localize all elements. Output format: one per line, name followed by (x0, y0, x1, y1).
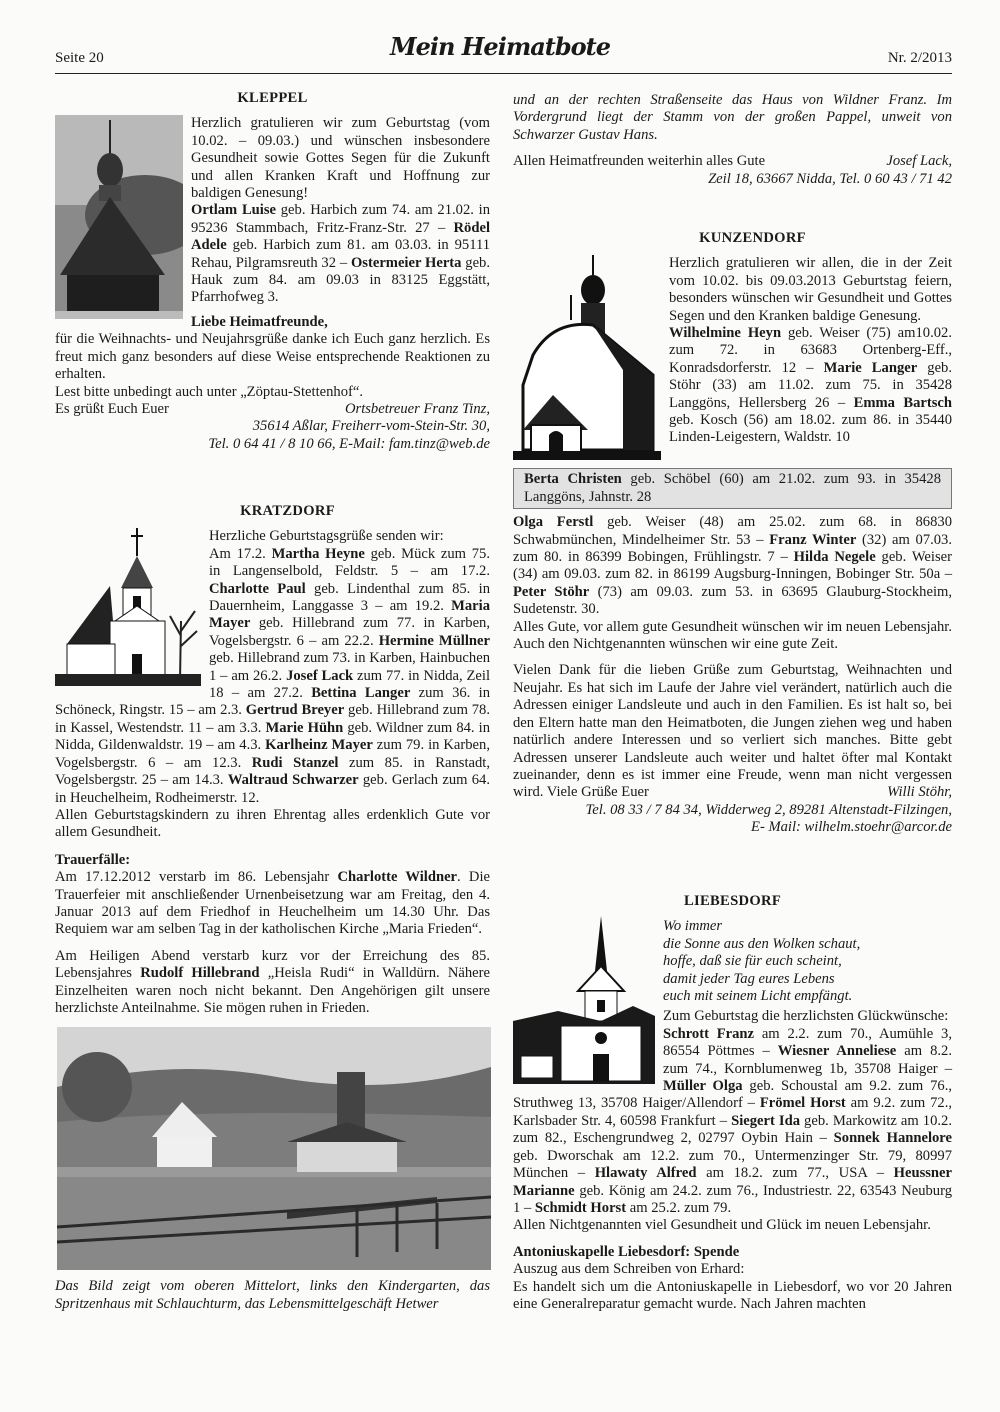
person-name: Wiesner Anneliese (777, 1043, 897, 1060)
text-run: zum 79. in Karben, Vogelsbergstr. 6 – am 12.3. (55, 737, 490, 771)
kleppel-intro: Herzlich gratulieren wir zum Geburtstag (vom 10.02. – 09.03.) und wünschen insbesondere Gesundheit sowie Gottes Segen für die Zukunft und allen Kranken Kraft und Hoffnung zur baldigen Genesung! (191, 115, 490, 202)
person-name: Sonnek Hannelore (833, 1130, 952, 1147)
signature-address: 35614 Aßlar, Freiherr-vom-Stein-Str. 30, (252, 418, 490, 435)
text-run: . Die Trauerfeier mit anschließender Urnenbeisetzung war am Freitag, den 4. Januar 2013 auf dem Friedhof in Heuchelheim um 14.30 Uhr. Das Requiem war am selben Tag in der katholischen Kirche „Maria Frieden“. (55, 869, 490, 938)
thanks-text (513, 662, 952, 801)
text-run: geb. Markowitz am 10.2. zum 82., Eschengrundweg 2, 02797 Oybin Hain – (513, 1112, 952, 1147)
person-name: Hlawaty Alfred (594, 1165, 697, 1182)
signature-contact[interactable]: Tel. 0 64 41 / 8 10 66, E-Mail: fam.tinz@web.de (208, 435, 490, 452)
poem-line: damit jeder Tag eures Lebens (663, 970, 835, 987)
person-name: Charlotte Wildner (337, 869, 458, 886)
text-run: Am 17.12.2012 verstarb im 86. Lebensjahr (55, 869, 338, 886)
church-drawing (55, 526, 201, 686)
text-run: zum 36. in Schöneck, Ringstr. 15 – am 2.3. (55, 685, 490, 719)
person-name: Ostermeier Herta (350, 254, 462, 271)
header-divider (55, 73, 952, 74)
poem-line: die Sonne aus den Wolken schaut, (663, 935, 861, 952)
kratzdorf-intro: Herzliche Geburtstagsgrüße senden wir: (209, 528, 444, 545)
text-run: geb. Gerlach zum 64. in Heuchelheim, Rodheimerstr. 12. (55, 772, 490, 806)
section-kunzendorf (513, 230, 952, 837)
photo-caption: Das Bild zeigt vom oberen Mittelort, links den Kindergarten, das Spritzenhaus mit Schlauchturm, das Lebensmittelgeschäft Hetwer (55, 1278, 490, 1312)
person-name: Schmidt Horst (534, 1199, 627, 1216)
page-number: Seite 20 (55, 50, 104, 66)
signature-name: Ortsbetreuer Franz Tinz, (344, 400, 490, 417)
text-run: am 2.2. zum 70., Aumühle 3, 86554 Pöttmes – (663, 1025, 952, 1060)
greeting-text: für die Weihnachts- und Neujahrsgrüße danke ich Euch ganz herzlich. Es freut mich ganz besonders auf diese Weise entsprechende Reaktionen zu erhalten. (55, 331, 490, 383)
person-name: Rudi Stanzel (251, 754, 339, 771)
person-name: Siegert Ida (731, 1112, 800, 1129)
text-run: am 25.2. zum 79. (626, 1199, 732, 1216)
person-name: Rudolf Hillebrand (140, 965, 260, 982)
section-title: KLEPPEL (237, 90, 308, 106)
text-run: geb. Kosch (56) am 18.02. zum 86. in 35440 Linden-Leigestern, Waldstr. 10 (669, 412, 952, 446)
closing-line (55, 401, 490, 418)
text-run: geb. Schoustal am 9.2. zum 76., Struthweg 13, 35708 Haiger/Allendorf – (513, 1078, 952, 1112)
thanks-body: Vielen Dank für die lieben Grüße zum Geburtstag, Weihnachten und Neujahr. Es hat sich im Laufe der Jahre viel verändert, natürlich auch die Adressen einiger Landsleute und auch in den Familien. Es ist halt so, bei den Eltern hatte man den Heimatboten, die Jungen ziehen weg und haben natürlich andere Interessen und so verliert sich manches. Bitte gebt Adressen unserer Landsleute auch weiter und haltet öfter mal Kontakt zueinander, denn es ist immer eine Freude, wenn man nicht vergessen wird. Viele Grüße Euer (513, 662, 952, 801)
person-name: Emma Bartsch (853, 394, 952, 411)
person-name: Heussner Marianne (513, 1165, 952, 1199)
person-name: Rödel Adele (191, 219, 490, 254)
person-name: Wilhelmine Heyn (669, 325, 782, 342)
text-run: geb. Stöhr (33) am 11.02. zum 75. in 35428 Langgöns, Hellersberg 26 – (669, 359, 952, 411)
kunzendorf-wishes: Alles Gute, vor allem gute Gesundheit wünschen wir im neuen Lebensjahr. Auch den Nichtgenannten wünschen wir eine gute Zeit. (513, 618, 952, 653)
closing-text: Es grüßt Euch Euer (55, 400, 169, 417)
liebesdorf-intro: Zum Geburtstag die herzlichsten Glückwünsche: (663, 1008, 949, 1025)
text-run: geb. Schöbel (60) am 21.02. zum 93. in 35428 Langgöns, Jahnstr. 28 (524, 471, 941, 505)
closing-line (513, 153, 952, 170)
person-name: Marie Langer (823, 359, 918, 376)
person-name: Gertrud Breyer (245, 702, 345, 719)
section-title: LIEBESDORF (683, 893, 782, 909)
section-kratzdorf (55, 503, 490, 1313)
person-name: Karlheinz Mayer (265, 737, 373, 754)
person-name: Olga Ferstl (513, 514, 594, 531)
section-title: KUNZENDORF (699, 230, 806, 246)
text-run: zum 85. in Ranstadt, Vogelsbergstr. 25 – am 14.3. (55, 754, 490, 789)
donation-subheading: Auszug aus dem Schreiben von Erhard: (513, 1261, 745, 1278)
text-run: geb. Hillebrand zum 78. in Kassel, Westendstr. 11 – am 3.3. (55, 702, 490, 736)
person-name: Hilda Negele (793, 549, 876, 566)
section-liebesdorf (513, 893, 952, 1313)
person-name: Martha Heyne (271, 545, 365, 562)
person-name: Josef Lack (286, 667, 354, 684)
poem (663, 918, 952, 1005)
person-name: Marie Hühn (265, 719, 344, 736)
signature-name: Josef Lack, (886, 153, 952, 170)
village-photo (57, 1027, 491, 1270)
closing-text: Allen Heimatfreunden weiterhin alles Gute (513, 153, 766, 170)
kratzdorf-wishes: Allen Geburtstagskindern zu ihren Ehrentag alles erdenklich Gute vor allem Gesundheit. (55, 806, 490, 841)
signature-name: Willi Stöhr, (887, 784, 952, 801)
text-run: (73) am 09.03. zum 53. in 63695 Glauburg-Stockheim, Sudetenstr. 30. (513, 583, 952, 618)
note-text: Lest bitte unbedingt auch unter „Zöptau-Stettenhof“. (55, 383, 363, 400)
chapel-photo (55, 115, 183, 319)
person-name: Franz Winter (769, 531, 857, 548)
text-run: zum 77. in Nidda, Zeil 18 – am 27.2. (209, 667, 491, 702)
person-name: Peter Stöhr (513, 583, 590, 600)
text-run: geb. Hauk zum 84. am 09.03 in 83125 Eggstätt, Pfarrhofweg 3. (191, 254, 491, 306)
text-run: Am 17.2. (209, 545, 272, 562)
donation-text: Es handelt sich um die Antoniuskapelle in Liebesdorf, wo vor 20 Jahren eine Generalreparatur gemacht wurde. Nach Jahren machten (513, 1278, 952, 1312)
text-run: geb. Hillebrand zum 73. in Karben, Hainbuchen 1 – am 26.2. (209, 650, 490, 684)
person-name: Maria Mayer (209, 598, 490, 632)
kunzendorf-intro: Herzlich gratulieren wir allen, die in der Zeit vom 10.02. bis 09.03.2013 Geburtstag feiern, besonders wünschen wir Gesundheit und Gottes Segen und den Kranken baldige Genesung. (669, 255, 952, 324)
liebesdorf-wishes: Allen Nichtgenannten viel Gesundheit und Glück im neuen Lebensjahr. (513, 1217, 931, 1234)
text-run: geb. Lindenthal zum 85. in Dauernheim, Langgasse 3 – am 19.2. (209, 580, 491, 615)
text-run: geb. Harbich zum 74. am 21.02. in 95236 Stammbach, Fritz-Franz-Str. 27 – (191, 202, 490, 236)
text-run: am 8.2. zum 74., Kornblumenweg 1b, 35708 Haiger – (663, 1043, 952, 1077)
person-name: Ortlam Luise (191, 202, 277, 219)
text-run: „Heisla Rudi“ in Walldürn. Nähere Einzelheiten waren noch nicht bekannt. Den Angehörigen gilt unsere herzlichste Anteilnahme. Sie mögen ruhen in Frieden. (55, 965, 490, 1016)
text-run: am 18.2. zum 77., USA – (696, 1165, 894, 1182)
text-run: Am Heiligen Abend verstarb kurz vor der Erreichung des 85. Lebensjahres (55, 947, 490, 982)
chapel-drawing (513, 916, 655, 1084)
person-name: Müller Olga (663, 1078, 743, 1095)
text-run: geb. Wildner zum 84. in Nidda, Gildenwaldstr. 19 – am 4.3. (55, 719, 490, 754)
text-run: geb. Weiser (75) am10.02. zum 72. in 63683 Ortenberg-Eff., Konradsdorferstr. 12 – (669, 325, 952, 376)
text-run: geb. Mück zum 75. in Langenselbold, Feldstr. 5 – am 17.2. (209, 545, 490, 580)
newspaper-logo: Mein Heimatbote (390, 32, 610, 61)
text-run: am 9.2. zum 72., Karlsbader Str. 4, 60598 Frankfurt – (513, 1095, 952, 1129)
person-name: Waltraud Schwarzer (227, 772, 359, 789)
person-name: Hermine Müllner (378, 632, 490, 649)
signature-contact[interactable]: E- Mail: wilhelm.stoehr@arcor.de (751, 819, 952, 836)
text-run: (32) am 07.03. zum 80. in 86399 Bobingen, Frühlingstr. 7 – (513, 531, 953, 566)
greeting-heading: Liebe Heimatfreunde, (191, 313, 328, 330)
issue-number: Nr. 2/2013 (887, 50, 952, 66)
poem-line: hoffe, daß sie für euch scheint, (663, 953, 842, 970)
death-notice (55, 869, 490, 939)
deaths-heading: Trauerfälle: (55, 851, 131, 868)
text-run: geb. Hillebrand zum 77. in Karben, Vogelsbergstr. 6 – am 22.2. (209, 615, 490, 649)
death-notice (55, 948, 490, 1018)
poem-line: euch mit seinem Licht empfängt. (663, 988, 853, 1005)
highlight-box (513, 468, 952, 509)
person-name: Bettina Langer (311, 685, 411, 702)
person-name: Frömel Horst (759, 1095, 846, 1112)
text-run: geb. Weiser (34) am 09.03. zum 82. in 86199 Augsburg-Inningen, Bobinger Str. 50a – (513, 549, 952, 583)
text-run: geb. Dworschak am 12.2. zum 70., Untermenzinger Str. 79, 80997 München – (513, 1147, 952, 1182)
church-drawing (513, 255, 661, 460)
person-name: Schrott Franz (663, 1025, 755, 1042)
kunzendorf-birthdays (513, 514, 952, 618)
section-continuation (513, 92, 952, 188)
text-run: geb. König am 24.2. zum 76., Industriestr. 22, 63543 Neuburg 1 – (513, 1182, 952, 1216)
text-run: geb. Harbich zum 81. am 03.03. in 95111 Rehau, Pilgramsreuth 32 – (191, 237, 490, 271)
caption-continuation: und an der rechten Straßenseite das Haus von Wildner Franz. Im Vordergrund liegt der Stamm von der großen Pappel, unweit von Schwarzer Gustav Hans. (513, 92, 952, 143)
donation-heading: Antoniuskapelle Liebesdorf: Spende (513, 1243, 740, 1260)
signature-address: Tel. 08 33 / 7 84 34, Widderweg 2, 89281 Altenstadt-Filzingen, (585, 801, 952, 818)
person-name: Berta Christen (524, 471, 622, 488)
signature-contact: Zeil 18, 63667 Nidda, Tel. 0 60 43 / 71 42 (708, 170, 952, 187)
section-title: KRATZDORF (240, 503, 335, 519)
text-run: geb. Weiser (48) am 25.02. zum 68. in 86830 Schwabmünchen, Mindelheimer Str. 53 – (513, 514, 952, 548)
poem-line: Wo immer (663, 918, 723, 935)
section-kleppel (55, 90, 490, 453)
person-name: Charlotte Paul (209, 580, 306, 597)
